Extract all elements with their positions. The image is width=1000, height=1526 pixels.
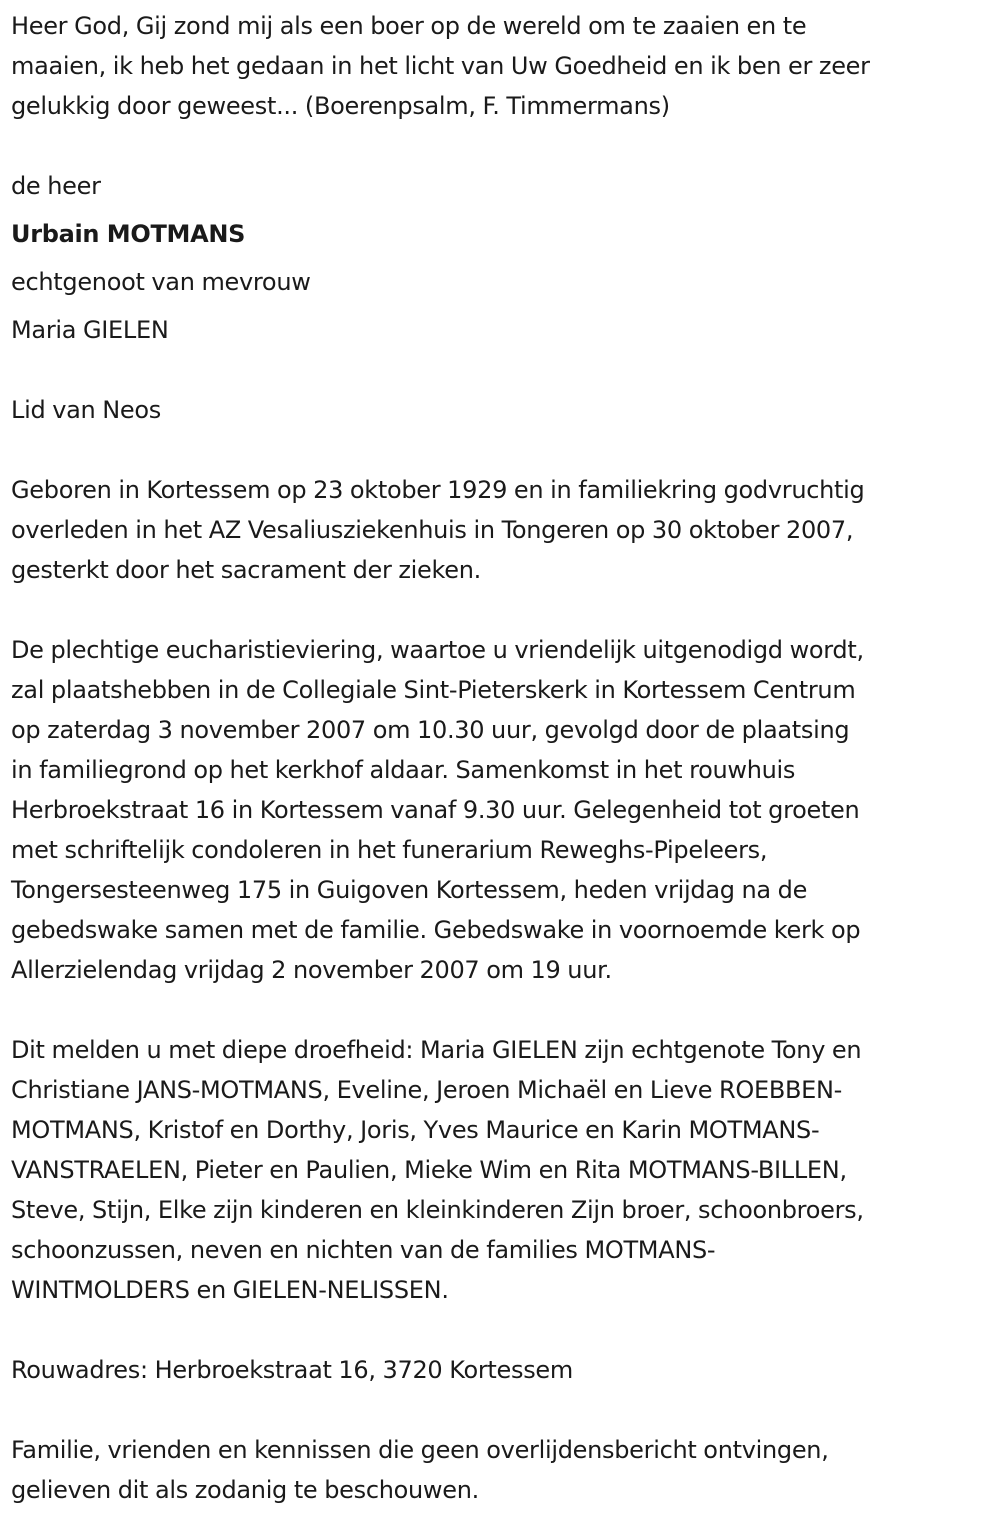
birth-death-paragraph	[11, 470, 990, 590]
ceremony-line: met schriftelijk condoleren in het funerarium Reweghs-Pipeleers,	[11, 836, 768, 864]
birth-death-line: overleden in het AZ Vesaliusziekenhuis in Tongeren op 30 oktober 2007,	[11, 516, 854, 544]
family-line: Steve, Stijn, Elke zijn kinderen en kleinkinderen Zijn broer, schoonbroers,	[11, 1196, 864, 1224]
spouse-name: Maria GIELEN	[11, 316, 169, 344]
family-paragraph	[11, 1030, 990, 1310]
closing-line: gelieven dit als zodanig te beschouwen.	[11, 1476, 479, 1504]
spacer	[11, 206, 990, 214]
spacer	[11, 254, 990, 262]
quote-line: Heer God, Gij zond mij als een boer op de wereld om te zaaien en te	[11, 12, 807, 40]
ceremony-line: op zaterdag 3 november 2007 om 10.30 uur, gevolgd door de plaatsing	[11, 716, 850, 744]
quote-line: maaien, ik heb het gedaan in het licht van Uw Goedheid en ik ben er zeer	[11, 52, 870, 80]
deceased-title: de heer	[11, 172, 101, 200]
spacer	[11, 590, 990, 630]
family-line: Christiane JANS-MOTMANS, Eveline, Jeroen Michaël en Lieve ROEBBEN-	[11, 1076, 843, 1104]
ceremony-line: zal plaatshebben in de Collegiale Sint-Pieterskerk in Kortessem Centrum	[11, 676, 856, 704]
family-line: Dit melden u met diepe droefheid: Maria GIELEN zijn echtgenote Tony en	[11, 1036, 862, 1064]
mourning-address: Rouwadres: Herbroekstraat 16, 3720 Kortessem	[11, 1356, 573, 1384]
quote-line: gelukkig door geweest... (Boerenpsalm, F. Timmermans)	[11, 92, 670, 120]
birth-death-line: Geboren in Kortessem op 23 oktober 1929 en in familiekring godvruchtig	[11, 476, 865, 504]
ceremony-line: Allerzielendag vrijdag 2 november 2007 om 19 uur.	[11, 956, 612, 984]
ceremony-line: in familiegrond op het kerkhof aldaar. Samenkomst in het rouwhuis	[11, 756, 796, 784]
spacer	[11, 302, 990, 310]
spacer	[11, 350, 990, 390]
ceremony-line: gebedswake samen met de familie. Gebedswake in voornoemde kerk op	[11, 916, 861, 944]
ceremony-paragraph	[11, 630, 990, 990]
deceased-name: Urbain MOTMANS	[11, 220, 246, 248]
quote-paragraph	[11, 6, 990, 126]
closing-line: Familie, vrienden en kennissen die geen overlijdensbericht ontvingen,	[11, 1436, 829, 1464]
family-line: WINTMOLDERS en GIELEN-NELISSEN.	[11, 1276, 449, 1304]
spacer	[11, 430, 990, 470]
membership: Lid van Neos	[11, 396, 161, 424]
family-line: VANSTRAELEN, Pieter en Paulien, Mieke Wim en Rita MOTMANS-BILLEN,	[11, 1156, 847, 1184]
family-line: schoonzussen, neven en nichten van de families MOTMANS-	[11, 1236, 716, 1264]
spacer	[11, 1310, 990, 1350]
closing-paragraph	[11, 1430, 990, 1510]
ceremony-line: Herbroekstraat 16 in Kortessem vanaf 9.30 uur. Gelegenheid tot groeten	[11, 796, 860, 824]
ceremony-line: Tongersesteenweg 175 in Guigoven Kortessem, heden vrijdag na de	[11, 876, 808, 904]
family-line: MOTMANS, Kristof en Dorthy, Joris, Yves Maurice en Karin MOTMANS-	[11, 1116, 820, 1144]
spacer	[11, 126, 990, 166]
deceased-relation: echtgenoot van mevrouw	[11, 268, 311, 296]
ceremony-line: De plechtige eucharistieviering, waartoe u vriendelijk uitgenodigd wordt,	[11, 636, 864, 664]
birth-death-line: gesterkt door het sacrament der zieken.	[11, 556, 481, 584]
spacer	[11, 1390, 990, 1430]
spacer	[11, 990, 990, 1030]
